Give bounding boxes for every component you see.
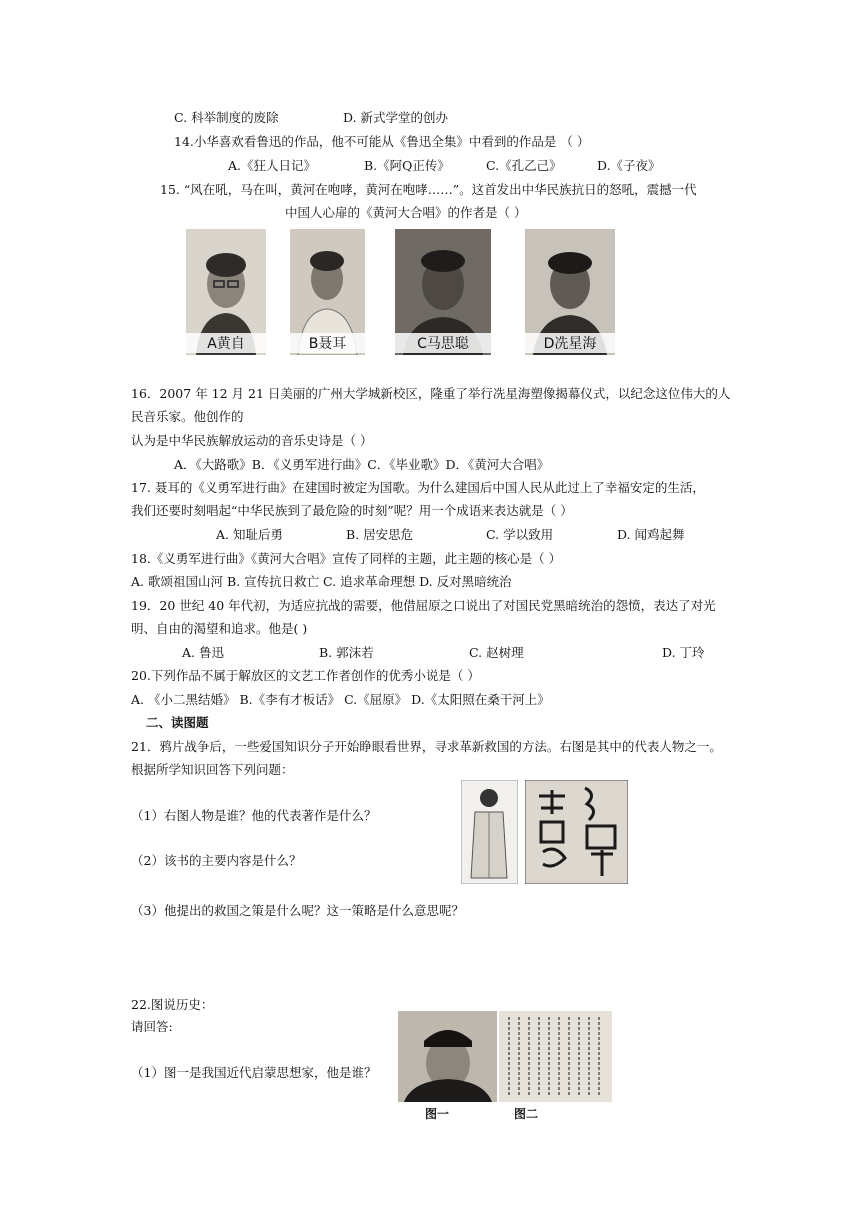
q15-stem-line2: 中国人心扉的《黄河大合唱》的作者是（ ） — [285, 205, 527, 220]
manuscript-image — [499, 1011, 612, 1102]
photo-caption-a: A黄自 — [186, 333, 266, 353]
photo-ma-sicong — [395, 229, 491, 355]
q22-sub1: （1）图一是我国近代启蒙思想家，他是谁？ — [131, 1065, 377, 1080]
q16-stem-line1: 16．2007 年 12 月 21 日美丽的广州大学城新校区，隆重了举行冼星海塑像揭幕仪式，以纪念这位伟大的人 — [131, 386, 731, 401]
q17-option-c: C. 学以致用 — [486, 527, 554, 542]
q15-stem-line1: 15. “风在吼，马在叫，黄河在咆哮，黄河在咆哮……”。这首发出中华民族抗日的怒吼，震撼一代 — [160, 182, 697, 197]
figure-one-portrait — [398, 1011, 497, 1102]
seal-calligraphy-image — [525, 780, 628, 884]
q16-stem-line3: 认为是中华民族解放运动的音乐史诗是（ ） — [131, 433, 373, 448]
figure-two-manuscript — [499, 1011, 612, 1102]
q19-option-d: D. 丁玲 — [662, 645, 705, 660]
q16-stem-line2: 民音乐家。他创作的 — [131, 409, 244, 424]
q13-option-d: D. 新式学堂的创办 — [343, 110, 449, 125]
q21-sub2: （2）该书的主要内容是什么？ — [131, 853, 302, 868]
q19-option-a: A. 鲁迅 — [182, 645, 224, 660]
q21-sub3: （3）他提出的救国之策是什么呢？这一策略是什么意思呢？ — [131, 903, 464, 918]
section-title: 二、读图题 — [146, 715, 209, 730]
q13-option-c: C. 科举制度的废除 — [174, 110, 279, 125]
q14-option-b: B.《阿Q正传》 — [364, 158, 450, 173]
q20-options: A. 《小二黑结婚》 B.《李有才板话》 C.《屈原》 D.《太阳照在桑干河上》 — [131, 692, 550, 707]
q20-stem: 20.下列作品不属于解放区的文艺工作者创作的优秀小说是（ ） — [131, 668, 480, 683]
photo-caption-b: B聂耳 — [290, 333, 365, 353]
photo-huang-zi — [186, 229, 266, 355]
wei-yuan-figure — [461, 780, 518, 884]
q22-title: 22.图说历史： — [131, 997, 214, 1012]
q16-options: A．《大路歌》B．《义勇军进行曲》C．《毕业歌》D．《黄河大合唱》 — [174, 457, 550, 472]
q17-option-b: B. 居安思危 — [346, 527, 414, 542]
q21-stem-line2: 根据所学知识回答下列问题： — [131, 762, 294, 777]
q17-option-a: A. 知耻后勇 — [216, 527, 283, 542]
q19-option-c: C. 赵树理 — [469, 645, 524, 660]
q22-prompt: 请回答: — [131, 1019, 173, 1034]
q19-option-b: B. 郭沫若 — [319, 645, 374, 660]
q19-stem-line2: 明、自由的渴望和追求。他是( ) — [131, 621, 308, 636]
photo-caption-d: D冼星海 — [525, 333, 615, 353]
figure-one-caption: 图一 — [425, 1107, 450, 1121]
q18-stem: 18.《义勇军进行曲》《黄河大合唱》宣传了同样的主题，此主题的核心是（ ） — [131, 551, 562, 566]
q17-option-d: D. 闻鸡起舞 — [617, 527, 685, 542]
portrait-image — [398, 1011, 497, 1102]
q18-options: A. 歌颂祖国山河 B. 宣传抗日救亡 C. 追求革命理想 D. 反对黑暗统治 — [131, 574, 512, 589]
book-cover-seal — [525, 780, 628, 884]
figure-image — [461, 780, 518, 884]
q19-stem-line1: 19．20 世纪 40 年代初，为适应抗战的需要，他借屈原之口说出了对国民党黑暗统治的怨愤，表达了对光 — [131, 598, 716, 613]
q14-stem: 14.小华喜欢看鲁迅的作品，他不可能从《鲁迅全集》中看到的作品是 （ ） — [174, 134, 590, 149]
photo-nie-er — [290, 229, 365, 355]
q21-stem-line1: 21．鸦片战争后，一些爱国知识分子开始睁眼看世界，寻求革新救国的方法。右图是其中的代表人物之一。 — [131, 739, 722, 754]
q14-option-d: D.《子夜》 — [597, 158, 661, 173]
q17-stem-line2: 我们还要时刻唱起“中华民族到了最危险的时刻”呢？用一个成语来表达就是（ ） — [131, 503, 573, 518]
q14-option-a: A.《狂人日记》 — [228, 158, 317, 173]
photo-caption-c: C马思聪 — [395, 333, 491, 353]
q17-stem-line1: 17. 聂耳的《义勇军进行曲》在建国时被定为国歌。为什么建国后中国人民从此过上了幸福安定的生活， — [131, 480, 705, 495]
figure-two-caption: 图二 — [514, 1107, 539, 1121]
photo-xian-xinghai — [525, 229, 615, 355]
q14-option-c: C.《孔乙己》 — [486, 158, 562, 173]
q21-sub1: （1）右图人物是谁？他的代表著作是什么？ — [131, 808, 377, 823]
